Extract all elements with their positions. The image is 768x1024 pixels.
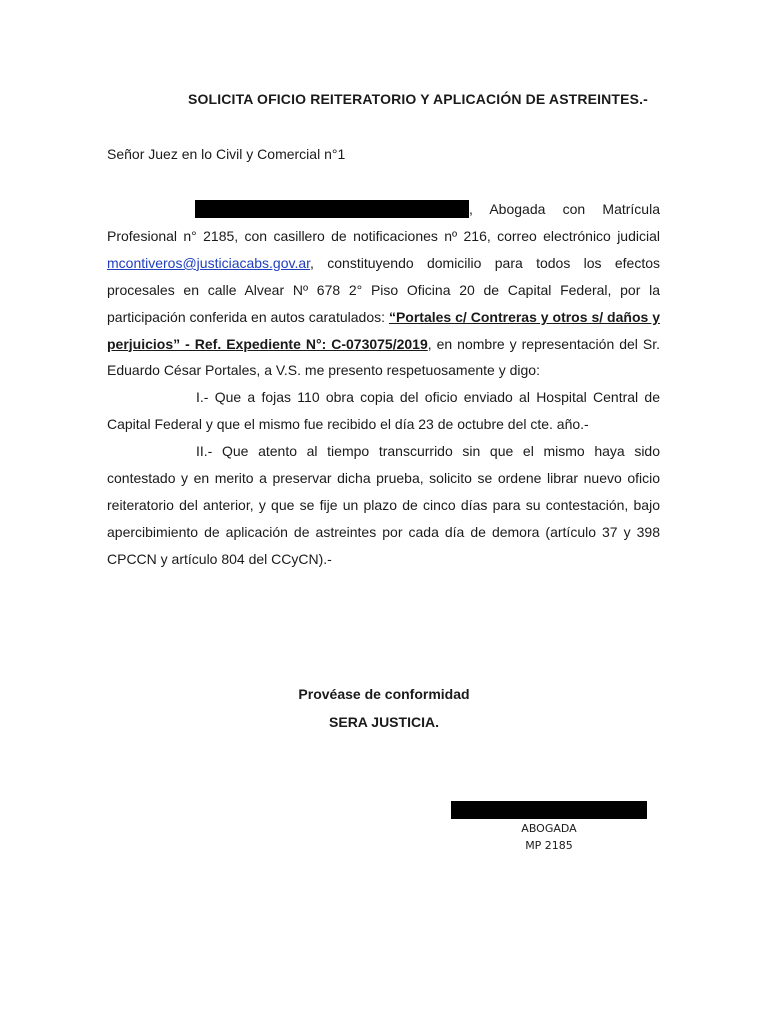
signature-block: [451, 801, 647, 854]
addressee-line: Señor Juez en lo Civil y Comercial n°1: [107, 146, 346, 162]
paragraph-point-one: I.- Que a fojas 110 obra copia del oficio enviado al Hospital Central de Capital Federal y que el mismo fue recibido el día 23 de octubre del cte. año.-: [107, 389, 660, 433]
case-title: “Portales c/ Contreras y otros s/ daños y perjuicios” - Ref. Expediente N°: C-073075/2019: [107, 308, 661, 352]
closing-provease: Provéase de conformidad: [298, 686, 470, 702]
paragraph-presentation-text-a: , Abogada con Matrícula Profesional n° 2185, con casillero de notificaciones nº 216, correo electrónico judicial: [107, 201, 660, 244]
redacted-name-block: [195, 200, 469, 218]
signature-matricula: MP 2185: [525, 839, 573, 852]
paragraph-presentation-text-b: , constituyendo domicilio para todos los efectos procesales en calle Alvear Nº 678 2° Piso Oficina 20 de Capital Federal, por la participación conferida en autos caratulados:: [107, 254, 660, 325]
paragraph-point-two: II.- Que atento al tiempo transcurrido sin que el mismo haya sido contestado y en merito a preservar dicha prueba, solicito se ordene librar nuevo oficio reiteratorio del anterior, y que se fije un plazo de cinco días para su contestación, bajo apercibimiento de aplicación de astreintes por cada día de demora (artículo 37 y 398 CPCCN y artículo 804 del CCyCN).-: [107, 443, 660, 567]
closing-sera-justicia: SERA JUSTICIA.: [329, 714, 439, 730]
redacted-signature-block: [451, 801, 647, 819]
document-body: [107, 196, 660, 573]
closing-block: [0, 680, 768, 736]
email-link[interactable]: mcontiveros@justiciacabs.gov.ar: [107, 254, 311, 271]
signature-role: ABOGADA: [521, 822, 577, 835]
document-title: SOLICITA OFICIO REITERATORIO Y APLICACIÓN DE ASTREINTES.-: [188, 91, 648, 107]
paragraph-presentation-text-c: , en nombre y representación del Sr. Eduardo César Portales, a V.S. me presento respetuosamente y digo:: [107, 335, 660, 379]
paragraph-presentation: [107, 196, 660, 384]
